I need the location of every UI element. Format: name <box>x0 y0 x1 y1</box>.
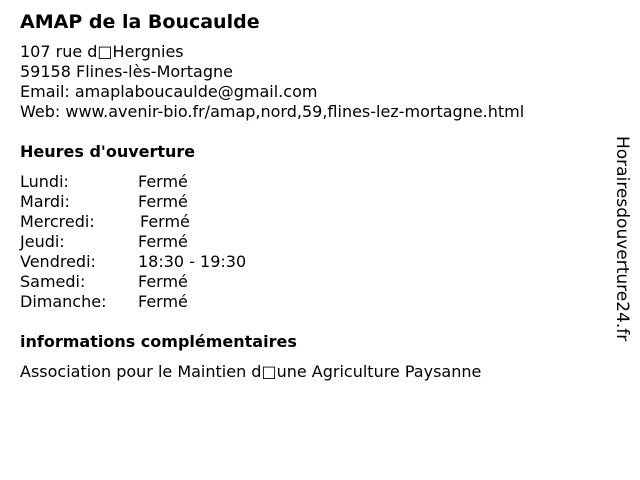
hours-row-saturday <box>20 272 600 292</box>
hours-day-label: Samedi: <box>20 272 86 291</box>
hours-row-friday <box>20 252 600 272</box>
hours-row-monday <box>20 172 600 192</box>
hours-day-label: Mardi: <box>20 192 70 211</box>
business-name: AMAP de la Boucaulde <box>20 11 260 33</box>
hours-day-value: 18:30 - 19:30 <box>138 252 247 271</box>
hours-day-label: Jeudi: <box>20 232 65 251</box>
hours-row-thursday <box>20 232 600 252</box>
email-line[interactable]: Email: amaplaboucaulde@gmail.com <box>20 82 318 101</box>
hours-day-label: Vendredi: <box>20 252 96 271</box>
hours-heading: Heures d'ouverture <box>20 142 196 161</box>
hours-day-value: Fermé <box>138 272 188 291</box>
hours-row-sunday <box>20 292 600 312</box>
hours-row-wednesday <box>20 212 600 232</box>
address-line-2: 59158 Flines-lès-Mortagne <box>20 62 233 81</box>
hours-day-value: Fermé <box>138 192 188 211</box>
hours-day-value: Fermé <box>140 212 190 231</box>
web-line[interactable]: Web: www.avenir-bio.fr/amap,nord,59,flines-lez-mortagne.html <box>20 102 525 121</box>
address-line-1: 107 rue d□Hergnies <box>20 42 184 61</box>
hours-day-value: Fermé <box>138 292 188 311</box>
hours-day-label: Lundi: <box>20 172 69 191</box>
brand-watermark: Horairesdouverture24.fr <box>612 136 632 342</box>
hours-day-value: Fermé <box>138 172 188 191</box>
hours-row-tuesday <box>20 192 600 212</box>
info-text: Association pour le Maintien d□une Agriculture Paysanne <box>20 362 482 381</box>
hours-table <box>20 172 600 312</box>
business-card <box>20 8 600 382</box>
hours-day-label: Dimanche: <box>20 292 107 311</box>
hours-day-value: Fermé <box>138 232 188 251</box>
hours-day-label: Mercredi: <box>20 212 95 231</box>
info-heading: informations complémentaires <box>20 332 297 351</box>
